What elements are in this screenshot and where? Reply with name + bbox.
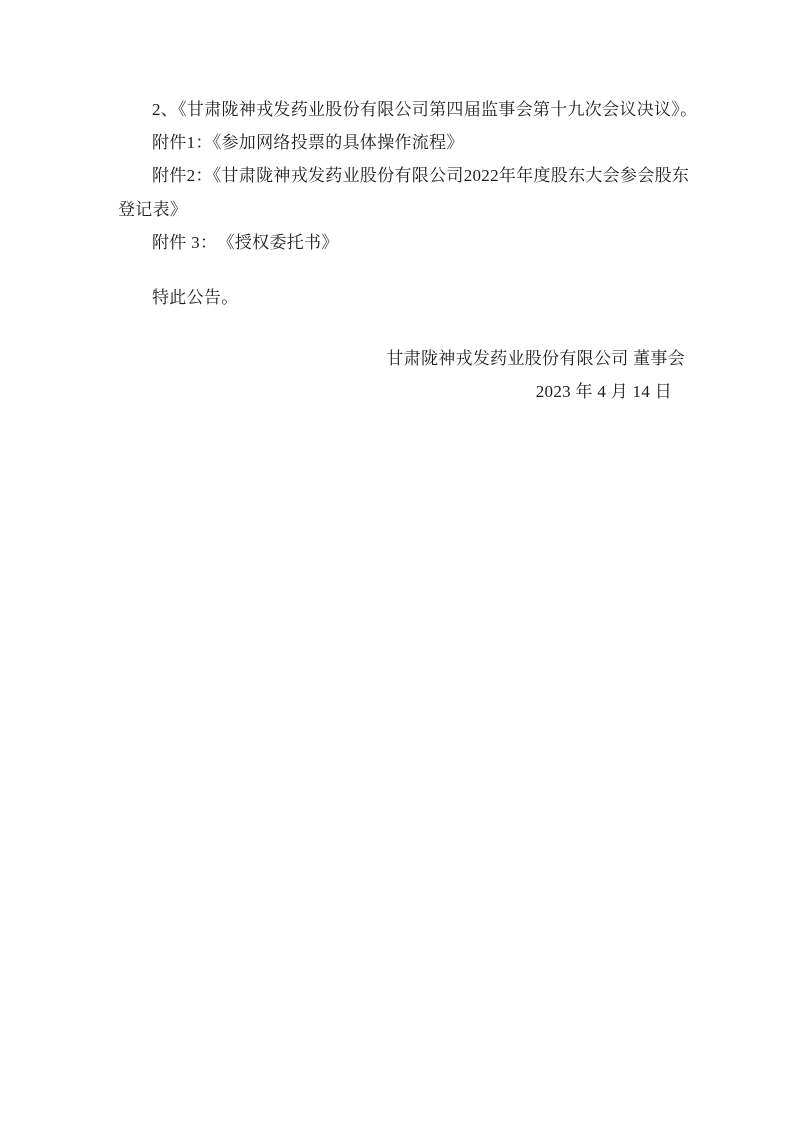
- attachment-1: 附件1：《参加网络投票的具体操作流程》: [152, 133, 464, 152]
- attachment-2-line-2: 登记表》: [118, 200, 188, 219]
- closing-statement: 特此公告。: [152, 288, 239, 307]
- attachment-3: 附件 3： 《授权委托书》: [152, 233, 339, 252]
- signature-date: 2023 年 4 月 14 日: [535, 382, 672, 401]
- signature-company: 甘肃陇神戎发药业股份有限公司 董事会: [386, 349, 685, 368]
- attachment-2-line-1: 附件2：《甘肃陇神戎发药业股份有限公司2022年年度股东大会参会股东: [152, 166, 690, 185]
- resolution-item-2: 2、《甘肃陇神戎发药业股份有限公司第四届监事会第十九次会议决议》。: [152, 100, 698, 119]
